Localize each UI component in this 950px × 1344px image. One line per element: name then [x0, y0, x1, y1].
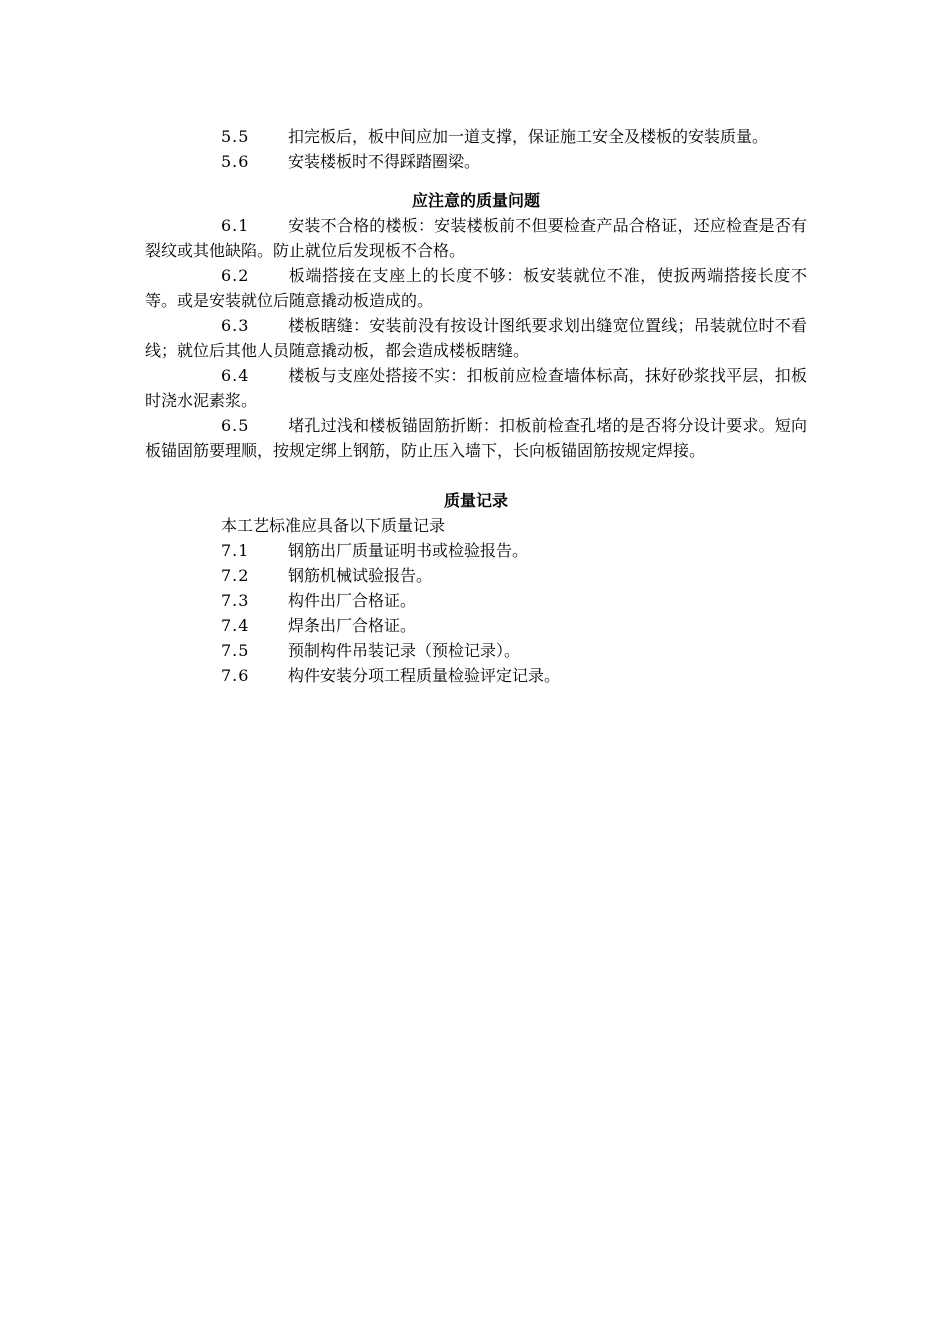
- record-text: 钢筋机械试验报告。: [288, 566, 433, 585]
- record-text: 钢筋出厂质量证明书或检验报告。: [288, 541, 529, 560]
- clause-number: 6.5: [221, 416, 250, 435]
- clause-text: 扣完板后，板中间应加一道支撑，保证施工安全及楼板的安装质量。: [288, 127, 769, 146]
- record-text: 预制构件吊装记录（预检记录）。: [288, 641, 521, 660]
- record-text: 构件安装分项工程质量检验评定记录。: [288, 666, 561, 685]
- record-7-3: [145, 588, 807, 613]
- clause-text: 堵孔过浅和楼板锚固筋折断：扣板前检查孔堵的是否将分设计要求。短向板锚固筋要理顺，按规定绑上钢筋，防止压入墙下，长向板锚固筋按规定焊接。: [145, 416, 807, 460]
- clause-5-5: [145, 124, 807, 149]
- clause-text: 楼板与支座处搭接不实：扣板前应检查墙体标高，抹好砂浆找平层，扣板时浇水泥素浆。: [145, 366, 807, 410]
- section-heading-quality-records: 质量记录: [443, 491, 508, 510]
- record-7-6: [145, 663, 807, 688]
- document-page: [145, 124, 807, 688]
- record-7-4: [145, 613, 807, 638]
- clause-text: 安装不合格的楼板：安装楼板前不但要检查产品合格证，还应检查是否有裂纹或其他缺陷。防止就位后发现板不合格。: [145, 216, 807, 260]
- record-text: 构件出厂合格证。: [288, 591, 417, 610]
- records-intro: 本工艺标准应具备以下质量记录: [221, 516, 446, 535]
- clause-6-1: [145, 213, 807, 263]
- record-number: 7.3: [221, 591, 250, 610]
- record-text: 焊条出厂合格证。: [288, 616, 417, 635]
- record-number: 7.5: [221, 641, 250, 660]
- clause-6-4: [145, 363, 807, 413]
- clause-number: 6.1: [221, 216, 250, 235]
- record-number: 7.6: [221, 666, 250, 685]
- record-7-1: [145, 538, 807, 563]
- clause-6-5: [145, 413, 807, 463]
- record-7-2: [145, 563, 807, 588]
- clause-text: 安装楼板时不得踩踏圈梁。: [288, 152, 481, 171]
- record-number: 7.4: [221, 616, 250, 635]
- record-7-5: [145, 638, 807, 663]
- clause-text: 楼板瞎缝：安装前没有按设计图纸要求划出缝宽位置线；吊装就位时不看线；就位后其他人员随意撬动板，都会造成楼板瞎缝。: [145, 316, 807, 360]
- clause-number: 5.6: [221, 152, 250, 171]
- clause-5-6: [145, 149, 807, 174]
- clause-number: 5.5: [221, 127, 250, 146]
- clause-6-2: [145, 263, 807, 313]
- section-heading-quality-issues: 应注意的质量问题: [411, 191, 540, 210]
- record-number: 7.1: [221, 541, 250, 560]
- clause-text: 板端搭接在支座上的长度不够：板安装就位不准，使扳两端搭接长度不等。或是安装就位后随意撬动板造成的。: [145, 266, 807, 310]
- clause-6-3: [145, 313, 807, 363]
- clause-number: 6.2: [221, 266, 250, 285]
- record-number: 7.2: [221, 566, 250, 585]
- clause-number: 6.3: [221, 316, 250, 335]
- clause-number: 6.4: [221, 366, 250, 385]
